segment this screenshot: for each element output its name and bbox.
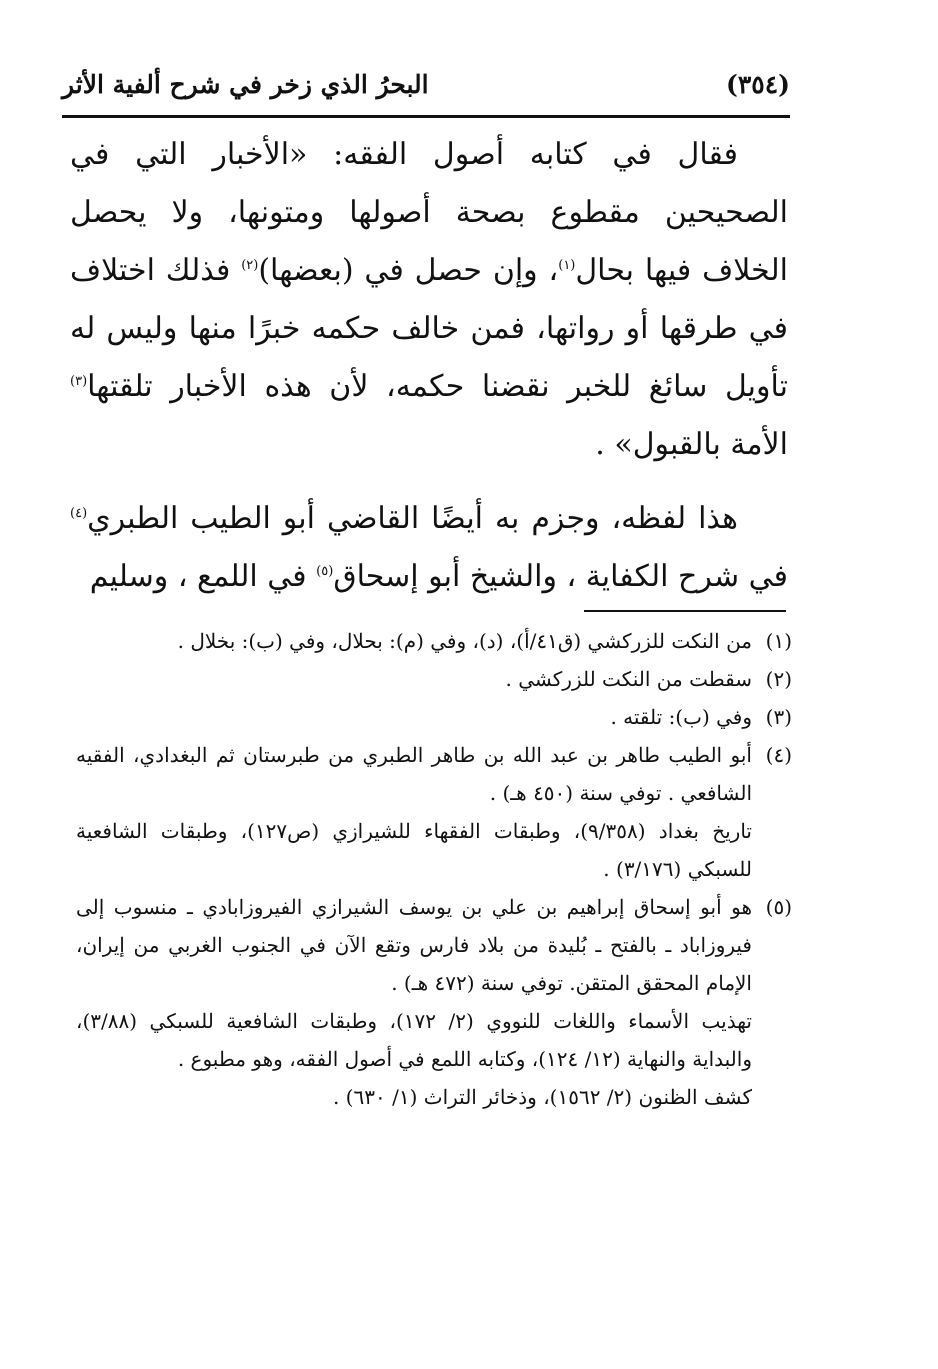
footnote-5: [76, 888, 792, 1116]
footnote-4: [76, 736, 792, 888]
footnote-ref-5: (٥): [316, 564, 334, 579]
footnote-line: هو أبو إسحاق إبراهيم بن علي بن يوسف الشيرازي الفيروزابادي ـ منسوب إلى فيروزاباد ـ بالفتح ـ بُليدة من بلاد فارس وتقع الآن في الجنوب الغربي من إيران، الإمام المحقق المتقن. توفي سنة (٤٧٢ هـ) .: [76, 895, 752, 995]
main-text: [70, 126, 788, 606]
footnote-number: (٢): [765, 667, 792, 691]
paragraph-2-part-a: هذا لفظه، وجزم به أيضًا القاضي أبو الطيب الطبري: [87, 501, 738, 536]
footnote-separator: [584, 610, 786, 612]
footnote-ref-4: (٤): [70, 506, 88, 521]
footnote-2: [76, 660, 792, 698]
running-header: [62, 60, 790, 112]
footnote-line: سقطت من النكت للزركشي .: [505, 667, 752, 691]
header-rule: [62, 115, 790, 118]
footnotes: [76, 622, 792, 1116]
footnote-ref-1: (١): [558, 258, 576, 273]
footnote-line: كشف الظنون (٢/ ١٥٦٢)، وذخائر التراث (١/ ٦٣٠) .: [332, 1085, 752, 1109]
paragraph-1-part-d: الأمة بالقبول» .: [595, 427, 788, 462]
footnote-line: وفي (ب): تلقته .: [610, 705, 752, 729]
footnote-1: [76, 622, 792, 660]
footnote-line: من النكت للزركشي (ق٤١/أ)، (د)، وفي (م): بحلال، وفي (ب): بخلال .: [177, 629, 752, 653]
paragraph-1-part-c: فذلك اختلاف في طرقها أو رواتها، فمن خالف حكمه خبرًا منها وليس له تأويل سائغ للخبر نقضنا حكمه، لأن هذه الأخبار تلقتها: [70, 253, 788, 404]
footnote-3: [76, 698, 792, 736]
footnote-number: (٥): [765, 895, 792, 919]
paragraph-2-part-b: في شرح الكفاية ، والشيخ أبو إسحاق: [333, 559, 788, 594]
paragraph-1: [70, 126, 788, 474]
footnote-line: تهذيب الأسماء واللغات للنووي (٢/ ١٧٢)، وطبقات الشافعية للسبكي (٣/٨٨)، والبداية والنهاية (١٢/ ١٢٤)، وكتابه اللمع في أصول الفقه، وهو مطبوع .: [76, 1009, 752, 1071]
book-title: البحرُ الذي زخر في شرح ألفية الأثر: [62, 70, 429, 99]
footnote-line: تاريخ بغداد (٩/٣٥٨)، وطبقات الفقهاء للشيرازي (ص١٢٧)، وطبقات الشافعية للسبكي (٣/١٧٦) .: [76, 819, 752, 881]
footnote-number: (١): [765, 629, 792, 653]
footnote-ref-2: (٢): [241, 258, 259, 273]
page-number: (٣٥٤): [726, 70, 790, 99]
paragraph-1-part-a: فقال في كتابه أصول الفقه: «الأخبار التي في الصحيحين مقطوع بصحة أصولها ومتونها، ولا يحصل الخلاف فيها بحال: [70, 137, 788, 288]
paragraph-2: [70, 490, 788, 606]
footnote-number: (٤): [765, 743, 792, 767]
paragraph-2-part-c: في اللمع ، وسليم: [89, 559, 317, 594]
footnote-line: أبو الطيب طاهر بن عبد الله بن طاهر الطبري من طبرستان ثم البغدادي، الفقيه الشافعي . توفي سنة (٤٥٠ هـ) .: [76, 743, 752, 805]
footnote-ref-3: (٣): [70, 374, 88, 389]
footnote-number: (٣): [765, 705, 792, 729]
paragraph-1-part-b: ، وإن حصل في (بعضها): [258, 253, 559, 288]
